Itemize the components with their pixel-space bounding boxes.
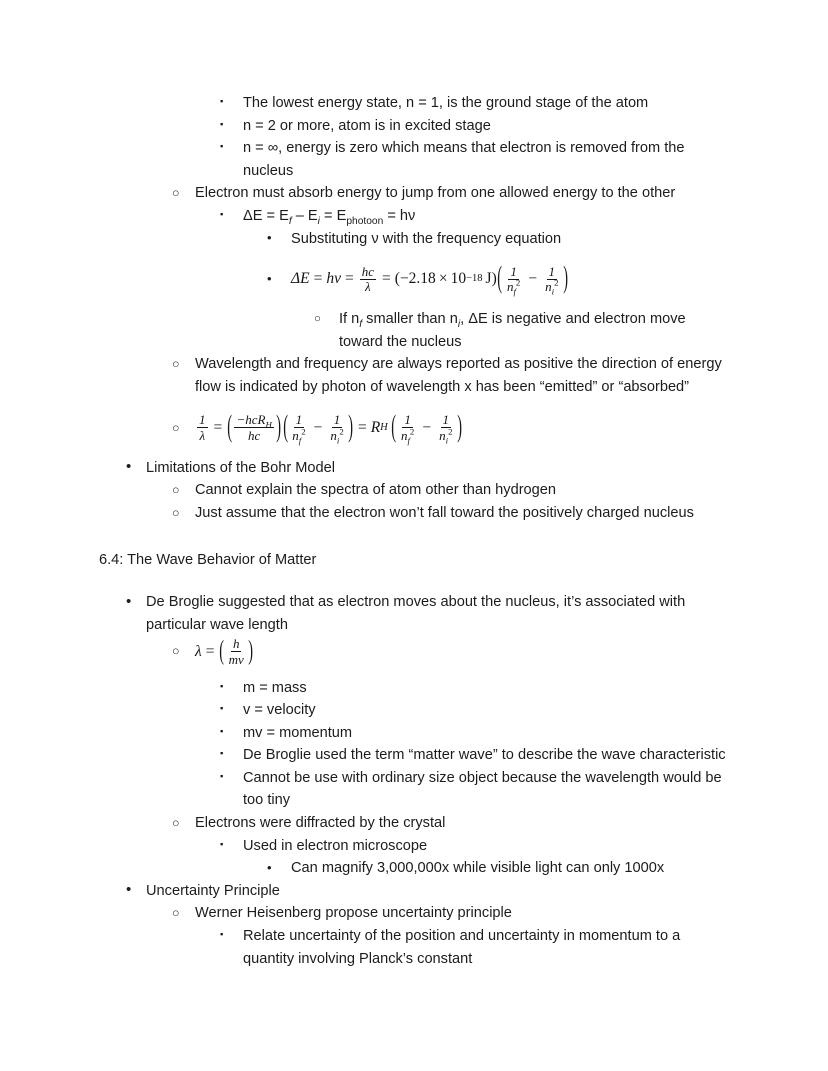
denominator-base: n (292, 427, 299, 443)
spacer (0, 447, 828, 457)
math-coefficient: −2.18 (399, 270, 436, 288)
math-parenthesized-group (497, 260, 569, 298)
math-group-n-terms-1 (282, 409, 354, 447)
list-item-limitations (146, 457, 732, 480)
fraction-denominator: λ (199, 427, 206, 443)
delta-e-hv: = hν (383, 207, 416, 224)
fraction-denominator: λ (365, 279, 371, 295)
math-equals: = (205, 642, 215, 660)
fraction-1-over-nf2 (290, 412, 307, 446)
math-delta-e: ΔE (291, 270, 310, 288)
list-item-text: mv = momentum (243, 724, 353, 741)
math-equals-1: = (213, 418, 223, 436)
fraction-1-over-lambda (197, 413, 208, 443)
math-minus-2: − (422, 418, 432, 436)
fraction-1-over-ni2-b (437, 412, 454, 446)
fraction-1-over-nf2 (505, 265, 522, 295)
list-item (243, 92, 732, 115)
list-item-text: m = mass (243, 679, 307, 696)
list-item-text: Cannot be use with ordinary size object because the wavelength would be too tiny (243, 769, 722, 809)
square-bullet-icon (220, 676, 223, 699)
disc-bullet-icon (126, 456, 131, 479)
square-bullet-icon (220, 204, 223, 227)
math-equals-3: = (382, 270, 391, 288)
math-base-10: 10 (450, 270, 467, 288)
left-paren-icon: ( (219, 635, 224, 666)
square-bullet-icon (220, 698, 223, 721)
document-body (0, 92, 828, 970)
fraction-denominator (505, 277, 522, 297)
fraction-numerator: 1 (333, 412, 341, 428)
list-item-text: De Broglie suggested that as electron moves about the nucleus, it’s associated with particular wave length (146, 594, 686, 633)
list-item-text: The lowest energy state, n = 1, is the ground stage of the atom (243, 95, 649, 111)
denominator-subscript: f (513, 286, 516, 297)
rydberg-equation (195, 409, 732, 447)
list-item-text: Wavelength and frequency are always reported as positive the direction of energy flow is indicated by photon of wavelength x has been “emitted” or “absorbed” (195, 356, 722, 396)
main-math-equation-text (291, 260, 732, 298)
denominator-base: n (545, 279, 552, 295)
denominator-base: n (439, 427, 446, 443)
denominator-superscript: 2 (515, 277, 521, 288)
circle-bullet-icon (314, 308, 321, 331)
fraction-denominator (399, 426, 416, 446)
list-item-text: Relate uncertainty of the position and uncertainty in momentum to a quantity involving Planck’s constant (243, 928, 681, 967)
right-paren-icon: ) (276, 409, 282, 444)
spacer (0, 298, 828, 308)
right-paren-icon: ) (457, 409, 462, 444)
fraction-denominator (543, 277, 560, 297)
list-item-text: De Broglie used the term “matter wave” to describe the wave characteristic (243, 747, 726, 764)
right-paren-icon: ) (563, 261, 568, 296)
fraction-1-over-nf2-b (399, 412, 416, 446)
spacer (0, 250, 828, 260)
list-item-text: Used in electron microscope (243, 837, 428, 854)
list-item (243, 925, 732, 970)
list-item (243, 115, 732, 138)
delta-e-equation (243, 205, 732, 228)
fraction-numerator: 1 (199, 412, 206, 428)
list-item (243, 835, 732, 858)
spacer (0, 399, 828, 409)
list-item (195, 479, 732, 502)
fraction-numerator: 1 (442, 412, 450, 428)
square-bullet-icon (220, 743, 223, 766)
fraction-h-over-mv (227, 637, 246, 667)
disc-bullet-icon (267, 260, 272, 298)
numerator-base: −hcR (236, 412, 266, 428)
math-group-rydberg-ratio (226, 409, 282, 447)
fraction-denominator (437, 426, 454, 446)
denominator-superscript: 2 (301, 426, 306, 437)
lambda-equation (195, 636, 732, 666)
list-item-text: Werner Heisenberg propose uncertainty principle (195, 905, 512, 922)
subscript-f: f (359, 319, 363, 331)
fraction-numerator: 1 (295, 412, 303, 428)
math-hv: hν (326, 270, 341, 288)
square-bullet-icon (220, 91, 223, 114)
math-lambda: λ (195, 642, 202, 660)
denominator-base: n (400, 427, 408, 443)
right-paren-icon: ) (348, 409, 354, 444)
fraction-1-over-ni2 (328, 412, 345, 446)
spacer (0, 571, 828, 591)
fraction-denominator: mv (228, 651, 244, 667)
left-paren-icon: ( (497, 261, 503, 296)
delta-e-equation-text (243, 205, 732, 228)
math-equals-2: = (344, 270, 354, 288)
disc-bullet-icon (126, 591, 131, 614)
denominator-superscript: 2 (554, 277, 559, 288)
denominator-subscript: f (298, 435, 302, 446)
nf-tail: , ΔE is negative and electron move toward the nucleus (339, 311, 686, 350)
circle-bullet-icon (172, 902, 180, 925)
list-item-text: Uncertainty Principle (146, 882, 280, 899)
math-group-h-over-mv (218, 637, 254, 667)
math-expression: $\frac{1}{\lambda}$ = ( $\frac{-hcR_H}{hc}$ ) ( $\frac{1}{n_f^2}$ − $\frac{1}{n_i^2}$ ) = R H ( $\frac{1}{n_f^2}$ − $\frac{1}{n_i^2}$ ) (195, 409, 463, 447)
list-item (339, 308, 718, 353)
list-item (291, 228, 732, 251)
fraction-numerator: 1 (404, 412, 411, 428)
fraction-denominator (328, 426, 345, 446)
subscript-photon: photoon (346, 215, 384, 227)
spacer (0, 667, 828, 677)
subscript-i: i (457, 319, 461, 331)
list-item (195, 502, 732, 525)
list-item-text: Just assume that the electron won’t fall toward the positively charged nucleus (195, 505, 694, 521)
square-bullet-icon (220, 136, 223, 159)
denominator-superscript: 2 (448, 426, 453, 437)
list-item (243, 699, 732, 722)
circle-bullet-icon (172, 409, 180, 447)
square-bullet-icon (220, 924, 223, 947)
left-paren-icon: ( (282, 409, 288, 444)
left-paren-icon: ( (226, 409, 232, 444)
list-item (195, 812, 732, 835)
list-item-text: Cannot explain the spectra of atom other than hydrogen (195, 482, 557, 499)
math-group-n-terms-2 (391, 409, 463, 447)
subscript-f: f (288, 215, 292, 227)
right-paren-icon: ) (248, 635, 254, 666)
fraction-neg-hcRH-over-hc (234, 413, 273, 443)
circle-bullet-icon (172, 636, 180, 666)
list-item-text: n = ∞, energy is zero which means that electron is removed from the nucleus (243, 140, 685, 179)
math-minus: − (528, 270, 538, 288)
math-expression: ΔE = hν = $\frac{hc}{\lambda}$ = ( −2.18 × 10 −18 J ) ( $\frac{1}{n_f^2}$ − $\frac{1}{n_i^2}$ ) (291, 260, 569, 298)
disc-bullet-icon (126, 879, 131, 902)
delta-e-lead: ΔE = E (243, 207, 289, 224)
list-item-text: Substituting ν with the frequency equation (291, 230, 562, 247)
math-open-paren: ( (394, 270, 400, 288)
square-bullet-icon (220, 834, 223, 857)
nf-lead: If n (339, 311, 360, 328)
list-item (195, 182, 732, 205)
list-item-text: Limitations of the Bohr Model (146, 459, 336, 476)
list-item-text (339, 308, 718, 353)
math-times-icon: × (438, 270, 448, 288)
list-item (243, 677, 732, 700)
main-math-equation (291, 260, 732, 298)
square-bullet-icon (220, 766, 223, 789)
list-item (291, 857, 732, 880)
denominator-subscript: i (336, 435, 340, 446)
fraction-numerator: 1 (510, 263, 517, 279)
denominator-subscript: i (551, 286, 555, 297)
lambda-equation-text (195, 636, 732, 666)
list-item (243, 767, 732, 812)
numerator-subscript: H (265, 419, 272, 430)
circle-bullet-icon (172, 812, 180, 835)
list-item (195, 902, 732, 925)
fraction-hc-lambda (360, 265, 376, 295)
fraction-numerator (234, 413, 273, 428)
left-paren-icon: ( (391, 409, 397, 444)
math-equals-1: = (313, 270, 323, 288)
fraction-denominator: hc (248, 427, 261, 443)
circle-bullet-icon (172, 502, 180, 525)
delta-e-eq-photon: = E (319, 207, 347, 224)
circle-bullet-icon (172, 182, 180, 205)
list-item-de-broglie (146, 591, 732, 636)
rydberg-equation-text (195, 409, 732, 447)
list-item-text: Electrons were diffracted by the crystal (195, 815, 446, 832)
math-equals-2: = (357, 418, 367, 436)
math-expression (195, 637, 254, 667)
denominator-base: n (506, 279, 514, 295)
fraction-1-over-ni2 (543, 265, 560, 295)
fraction-numerator: h (232, 635, 240, 651)
denominator-subscript: f (407, 435, 410, 446)
section-heading: 6.4: The Wave Behavior of Matter (99, 551, 317, 568)
list-item (243, 137, 732, 182)
circle-bullet-icon (172, 479, 180, 502)
disc-bullet-icon (267, 227, 272, 250)
fraction-numerator: 1 (548, 263, 556, 279)
fraction-numerator: hc (361, 263, 375, 279)
square-bullet-icon (220, 721, 223, 744)
math-rydberg-constant: R (370, 418, 381, 436)
math-unit-joule: J (485, 270, 492, 288)
denominator-subscript: i (445, 435, 449, 446)
math-minus-1: − (313, 418, 323, 436)
list-item-uncertainty (146, 880, 732, 903)
square-bullet-icon (220, 114, 223, 137)
list-item-text: v = velocity (243, 702, 316, 719)
spacer (0, 525, 828, 549)
delta-e-minus: – E (291, 207, 318, 224)
list-item-text: n = 2 or more, atom is in excited stage (243, 117, 491, 134)
list-item (243, 722, 732, 745)
denominator-base: n (330, 427, 337, 443)
fraction-denominator (290, 426, 307, 446)
subscript-i: i (317, 215, 320, 227)
disc-bullet-icon (267, 857, 272, 880)
denominator-superscript: 2 (339, 426, 344, 437)
denominator-superscript: 2 (409, 426, 415, 437)
list-item-text: Can magnify 3,000,000x while visible light can only 1000x (291, 860, 665, 877)
list-item (243, 744, 732, 767)
circle-bullet-icon (172, 353, 180, 376)
nf-mid: smaller than n (362, 311, 458, 328)
math-close-paren: ) (491, 270, 497, 288)
list-item-text: Electron must absorb energy to jump from one allowed energy to the other (195, 185, 676, 202)
